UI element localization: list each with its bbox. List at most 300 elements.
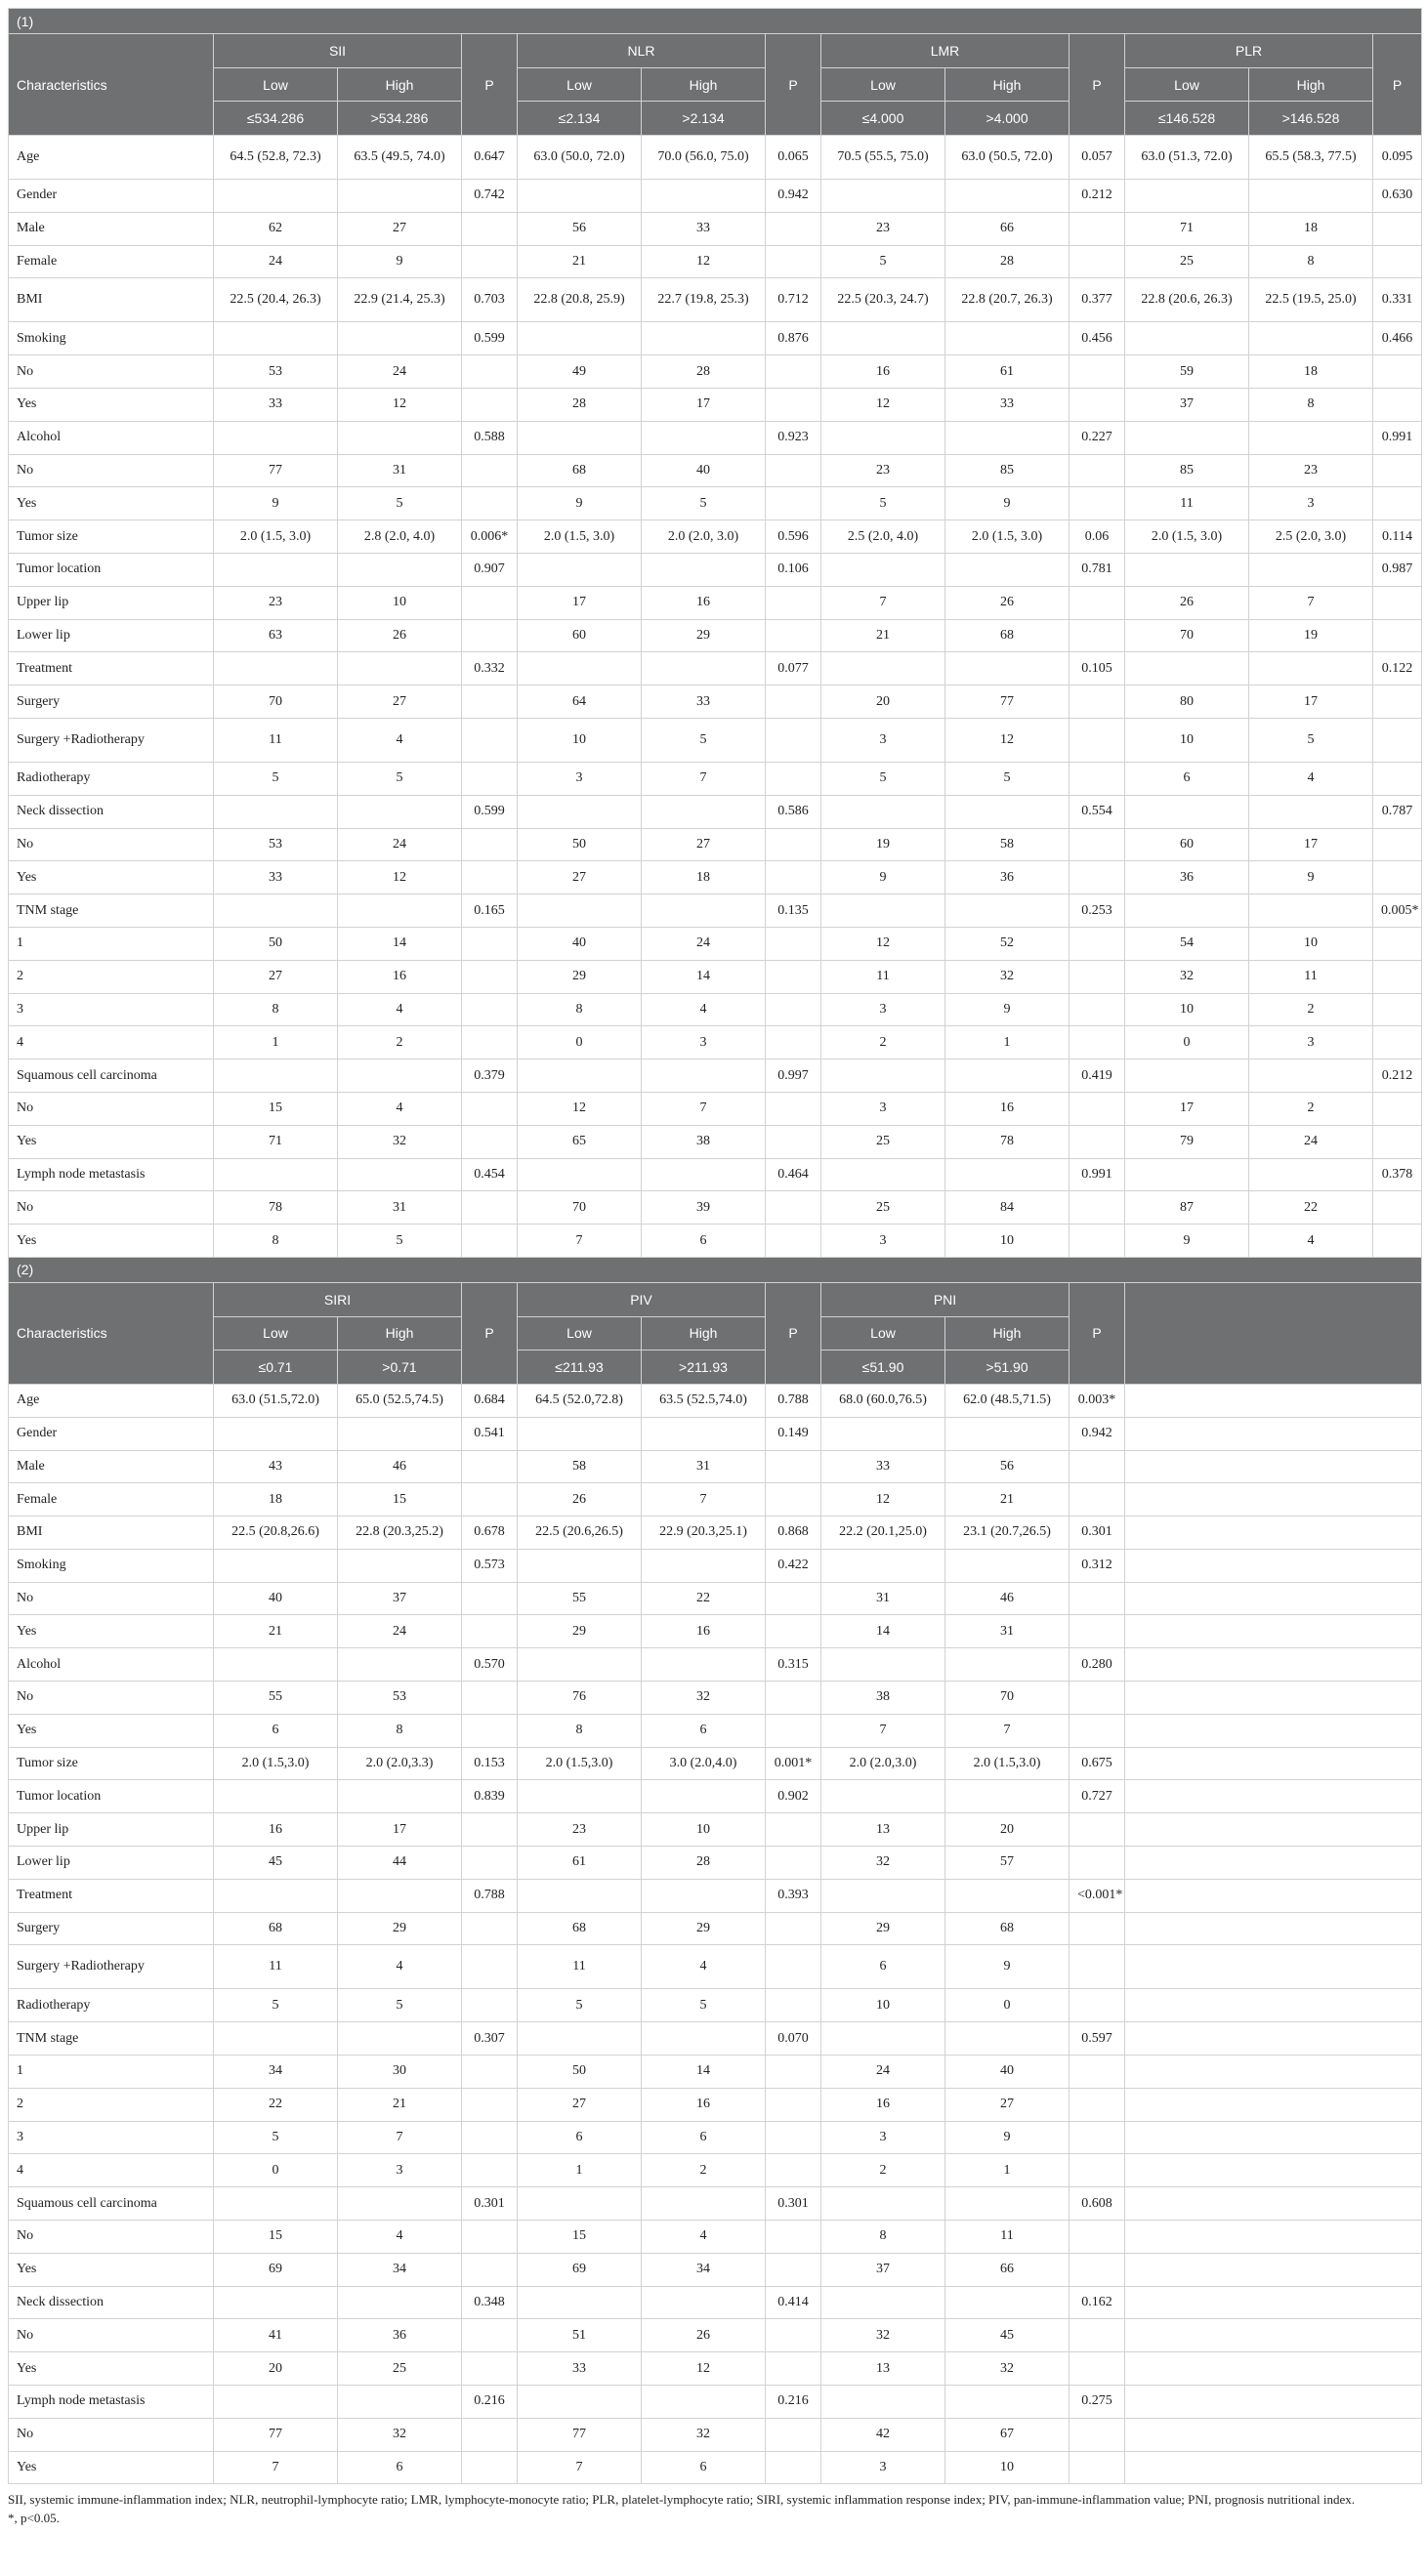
row-label: No xyxy=(9,1092,214,1125)
value-cell: 5 xyxy=(642,718,766,762)
p-value-cell xyxy=(1373,1125,1422,1158)
p-value-cell: 0.212 xyxy=(1070,180,1125,213)
value-cell: 56 xyxy=(945,1450,1070,1483)
value-cell: 7 xyxy=(518,2451,642,2484)
value-cell: 10 xyxy=(338,586,462,619)
p-value-cell: 0.301 xyxy=(766,2187,821,2221)
empty-cell xyxy=(1125,2418,1422,2451)
value-cell: 67 xyxy=(945,2418,1070,2451)
value-cell: 8 xyxy=(338,1714,462,1747)
p-value-cell xyxy=(1373,718,1422,762)
value-cell: 49 xyxy=(518,355,642,389)
table-row xyxy=(9,1191,1422,1225)
p-value-cell: 0.253 xyxy=(1070,894,1125,928)
value-cell xyxy=(518,322,642,355)
table-row xyxy=(9,1648,1422,1682)
value-cell xyxy=(821,894,945,928)
value-cell: 15 xyxy=(214,2221,338,2254)
p-value-cell: 0.987 xyxy=(1373,553,1422,586)
p-value-cell: 0.378 xyxy=(1373,1158,1422,1191)
value-cell xyxy=(1249,553,1373,586)
value-cell: 50 xyxy=(518,828,642,861)
p-value-cell: 0.006* xyxy=(462,520,518,554)
low-header: Low xyxy=(214,1316,338,1350)
value-cell: 40 xyxy=(642,454,766,487)
value-cell: 12 xyxy=(821,927,945,960)
value-cell xyxy=(642,421,766,454)
value-cell xyxy=(518,2386,642,2419)
value-cell xyxy=(821,1417,945,1450)
row-label: Female xyxy=(9,1483,214,1517)
value-cell: 62 xyxy=(214,212,338,245)
value-cell xyxy=(945,894,1070,928)
row-label: Smoking xyxy=(9,1549,214,1582)
table-row xyxy=(9,388,1422,421)
value-cell xyxy=(214,553,338,586)
p-value-cell: 0.216 xyxy=(766,2386,821,2419)
value-cell: 20 xyxy=(821,686,945,719)
p-value-cell xyxy=(766,2056,821,2089)
value-cell xyxy=(642,1549,766,1582)
value-cell xyxy=(338,1879,462,1912)
value-cell xyxy=(945,553,1070,586)
empty-cell xyxy=(1125,2121,1422,2154)
table-row xyxy=(9,718,1422,762)
p-value-cell xyxy=(1070,2121,1125,2154)
table-row xyxy=(9,1092,1422,1125)
value-cell: 45 xyxy=(214,1847,338,1880)
value-cell xyxy=(214,1879,338,1912)
value-cell: 44 xyxy=(338,1847,462,1880)
value-cell: 24 xyxy=(1249,1125,1373,1158)
p-value-cell xyxy=(1070,1912,1125,1945)
table-row xyxy=(9,1026,1422,1059)
value-cell: 2.0 (1.5, 3.0) xyxy=(214,520,338,554)
value-cell: 65 xyxy=(518,1125,642,1158)
value-cell: 28 xyxy=(518,388,642,421)
group-header-lmr: LMR xyxy=(821,34,1070,68)
value-cell xyxy=(642,795,766,828)
value-cell xyxy=(214,2386,338,2419)
table-row xyxy=(9,1682,1422,1715)
p-value-cell xyxy=(766,2121,821,2154)
p-value-cell: 0.675 xyxy=(1070,1747,1125,1780)
row-label: Yes xyxy=(9,2253,214,2286)
value-cell xyxy=(214,1059,338,1093)
table-row xyxy=(9,1989,1422,2022)
value-cell: 42 xyxy=(821,2418,945,2451)
p-value-cell xyxy=(462,762,518,795)
p-value-cell: 0.599 xyxy=(462,322,518,355)
characteristics-header: Characteristics xyxy=(9,34,214,136)
value-cell: 32 xyxy=(945,2352,1070,2386)
low-header: Low xyxy=(821,68,945,102)
value-cell: 4 xyxy=(338,2221,462,2254)
p-value-cell: 0.712 xyxy=(766,278,821,322)
value-cell: 76 xyxy=(518,1682,642,1715)
p-value-cell: 0.422 xyxy=(766,1549,821,1582)
value-cell: 58 xyxy=(945,828,1070,861)
p-value-cell: 0.312 xyxy=(1070,1549,1125,1582)
p-value-cell xyxy=(1070,586,1125,619)
empty-cell xyxy=(1125,1813,1422,1847)
p-value-cell xyxy=(462,1582,518,1615)
p-header: P xyxy=(1070,1282,1125,1384)
value-cell xyxy=(518,1417,642,1450)
row-label: Squamous cell carcinoma xyxy=(9,1059,214,1093)
value-cell xyxy=(1249,322,1373,355)
value-cell: 5 xyxy=(945,762,1070,795)
p-value-cell xyxy=(1070,1125,1125,1158)
value-cell: 37 xyxy=(1125,388,1249,421)
value-cell xyxy=(214,2286,338,2319)
value-cell: 23 xyxy=(821,454,945,487)
value-cell: 2 xyxy=(821,2154,945,2187)
row-label: Yes xyxy=(9,487,214,520)
p-header: P xyxy=(766,1282,821,1384)
value-cell: 6 xyxy=(642,1225,766,1258)
p-value-cell xyxy=(1373,454,1422,487)
value-cell: 12 xyxy=(518,1092,642,1125)
table-row xyxy=(9,1158,1422,1191)
row-label: Yes xyxy=(9,1225,214,1258)
value-cell: 66 xyxy=(945,2253,1070,2286)
value-cell: 7 xyxy=(821,1714,945,1747)
p-value-cell xyxy=(766,1125,821,1158)
value-cell xyxy=(1249,1059,1373,1093)
empty-cell xyxy=(1125,2088,1422,2121)
p-value-cell: 0.781 xyxy=(1070,553,1125,586)
value-cell xyxy=(214,421,338,454)
p-value-cell xyxy=(766,861,821,894)
row-label: Alcohol xyxy=(9,421,214,454)
value-cell xyxy=(642,1059,766,1093)
row-label: Yes xyxy=(9,2352,214,2386)
value-cell: 12 xyxy=(642,245,766,278)
value-cell xyxy=(642,652,766,686)
value-cell: 21 xyxy=(945,1483,1070,1517)
value-cell xyxy=(1125,421,1249,454)
value-cell: 21 xyxy=(338,2088,462,2121)
table-row xyxy=(9,355,1422,389)
p-value-cell xyxy=(766,355,821,389)
value-cell: 23 xyxy=(1249,454,1373,487)
value-cell: 79 xyxy=(1125,1125,1249,1158)
value-cell: 22.9 (21.4, 25.3) xyxy=(338,278,462,322)
p-value-cell: 0.466 xyxy=(1373,322,1422,355)
value-cell: 3.0 (2.0,4.0) xyxy=(642,1747,766,1780)
value-cell: 80 xyxy=(1125,686,1249,719)
value-cell: 7 xyxy=(214,2451,338,2484)
document-page xyxy=(8,8,1421,2527)
p-value-cell xyxy=(1373,1092,1422,1125)
value-cell: 53 xyxy=(214,828,338,861)
value-cell: 5 xyxy=(821,762,945,795)
value-cell: 22.5 (20.8,26.6) xyxy=(214,1517,338,1550)
value-cell: 70.0 (56.0, 75.0) xyxy=(642,136,766,180)
table-row xyxy=(9,1747,1422,1780)
value-cell: 64.5 (52.0,72.8) xyxy=(518,1384,642,1417)
value-cell: 63.0 (50.5, 72.0) xyxy=(945,136,1070,180)
row-label: Neck dissection xyxy=(9,2286,214,2319)
value-cell: 2.0 (2.0,3.3) xyxy=(338,1747,462,1780)
row-label: Female xyxy=(9,245,214,278)
value-cell: 37 xyxy=(338,1582,462,1615)
value-cell: 27 xyxy=(518,2088,642,2121)
row-label: Radiotherapy xyxy=(9,762,214,795)
empty-cell xyxy=(1125,1417,1422,1450)
value-cell: 34 xyxy=(214,2056,338,2089)
p-value-cell xyxy=(1373,927,1422,960)
p-value-cell: 0.876 xyxy=(766,322,821,355)
value-cell: 21 xyxy=(821,619,945,652)
p-value-cell: 0.06 xyxy=(1070,520,1125,554)
empty-cell xyxy=(1125,2386,1422,2419)
table-row xyxy=(9,1780,1422,1813)
value-cell: 63.5 (52.5,74.0) xyxy=(642,1384,766,1417)
value-cell: 32 xyxy=(945,960,1070,993)
value-cell: 63.0 (50.0, 72.0) xyxy=(518,136,642,180)
value-cell: 12 xyxy=(821,1483,945,1517)
table-row xyxy=(9,1549,1422,1582)
value-cell: 33 xyxy=(214,861,338,894)
p-value-cell xyxy=(1070,1682,1125,1715)
value-cell xyxy=(642,1158,766,1191)
p-value-cell: 0.001* xyxy=(766,1747,821,1780)
value-cell: 32 xyxy=(1125,960,1249,993)
value-cell: 0 xyxy=(1125,1026,1249,1059)
value-cell: 2.0 (1.5,3.0) xyxy=(214,1747,338,1780)
value-cell: 55 xyxy=(518,1582,642,1615)
value-cell: 23.1 (20.7,26.5) xyxy=(945,1517,1070,1550)
value-cell: 29 xyxy=(642,1912,766,1945)
value-cell: 40 xyxy=(214,1582,338,1615)
value-cell: 29 xyxy=(518,960,642,993)
value-cell: 64.5 (52.8, 72.3) xyxy=(214,136,338,180)
group-header-nlr: NLR xyxy=(518,34,766,68)
empty-cell xyxy=(1125,2187,1422,2221)
value-cell: 61 xyxy=(518,1847,642,1880)
low-cutoff: ≤534.286 xyxy=(214,102,338,136)
p-value-cell xyxy=(766,927,821,960)
value-cell: 68 xyxy=(945,619,1070,652)
table-row xyxy=(9,278,1422,322)
value-cell: 65.5 (58.3, 77.5) xyxy=(1249,136,1373,180)
table-row xyxy=(9,1517,1422,1550)
row-label: No xyxy=(9,1682,214,1715)
value-cell: 5 xyxy=(338,487,462,520)
value-cell: 77 xyxy=(518,2418,642,2451)
p-value-cell xyxy=(462,487,518,520)
p-value-cell xyxy=(1070,212,1125,245)
row-label: Yes xyxy=(9,388,214,421)
p-value-cell: 0.216 xyxy=(462,2386,518,2419)
p-value-cell xyxy=(462,2121,518,2154)
p-value-cell: 0.839 xyxy=(462,1780,518,1813)
significance-note: *, p<0.05. xyxy=(8,2511,60,2526)
p-value-cell xyxy=(462,1945,518,1989)
value-cell: 39 xyxy=(642,1191,766,1225)
value-cell xyxy=(945,2286,1070,2319)
p-value-cell: 0.106 xyxy=(766,553,821,586)
table-row xyxy=(9,795,1422,828)
value-cell: 43 xyxy=(214,1450,338,1483)
value-cell: 25 xyxy=(821,1191,945,1225)
low-cutoff: ≤211.93 xyxy=(518,1350,642,1384)
table-row xyxy=(9,2386,1422,2419)
p-value-cell xyxy=(462,1092,518,1125)
p-value-cell xyxy=(1373,619,1422,652)
p-value-cell xyxy=(462,586,518,619)
p-value-cell xyxy=(766,2319,821,2352)
p-value-cell: 0.630 xyxy=(1373,180,1422,213)
row-label: 4 xyxy=(9,1026,214,1059)
p-value-cell xyxy=(462,1912,518,1945)
table-row xyxy=(9,1813,1422,1847)
p-value-cell xyxy=(462,2418,518,2451)
p-header: P xyxy=(1373,34,1422,136)
p-value-cell xyxy=(1070,454,1125,487)
value-cell: 40 xyxy=(518,927,642,960)
value-cell: 13 xyxy=(821,1813,945,1847)
value-cell: 17 xyxy=(1249,686,1373,719)
value-cell: 28 xyxy=(642,1847,766,1880)
value-cell xyxy=(518,421,642,454)
value-cell: 2.5 (2.0, 4.0) xyxy=(821,520,945,554)
value-cell: 10 xyxy=(642,1813,766,1847)
p-value-cell xyxy=(1070,718,1125,762)
value-cell xyxy=(945,1059,1070,1093)
value-cell xyxy=(821,795,945,828)
p-value-cell: 0.586 xyxy=(766,795,821,828)
row-label: Alcohol xyxy=(9,1648,214,1682)
row-label: Male xyxy=(9,1450,214,1483)
empty-cell xyxy=(1125,1747,1422,1780)
value-cell: 46 xyxy=(338,1450,462,1483)
value-cell: 68 xyxy=(214,1912,338,1945)
p-value-cell xyxy=(462,454,518,487)
value-cell: 5 xyxy=(338,762,462,795)
row-label: Radiotherapy xyxy=(9,1989,214,2022)
value-cell: 7 xyxy=(518,1225,642,1258)
value-cell: 33 xyxy=(214,388,338,421)
value-cell: 26 xyxy=(338,619,462,652)
value-cell: 50 xyxy=(518,2056,642,2089)
p-value-cell xyxy=(1070,828,1125,861)
value-cell xyxy=(214,1417,338,1450)
row-label: Upper lip xyxy=(9,1813,214,1847)
table-row xyxy=(9,2121,1422,2154)
table-row xyxy=(9,212,1422,245)
row-label: Lower lip xyxy=(9,619,214,652)
high-cutoff: >211.93 xyxy=(642,1350,766,1384)
empty-cell xyxy=(1125,1517,1422,1550)
value-cell xyxy=(1249,180,1373,213)
table-row xyxy=(9,828,1422,861)
value-cell xyxy=(338,652,462,686)
value-cell: 31 xyxy=(821,1582,945,1615)
empty-cell xyxy=(1125,1879,1422,1912)
p-value-cell xyxy=(462,960,518,993)
value-cell: 10 xyxy=(945,1225,1070,1258)
row-label: Tumor location xyxy=(9,1780,214,1813)
value-cell: 2.8 (2.0, 4.0) xyxy=(338,520,462,554)
value-cell: 5 xyxy=(1249,718,1373,762)
row-label: 2 xyxy=(9,2088,214,2121)
empty-cell xyxy=(1125,1384,1422,1417)
p-value-cell xyxy=(766,245,821,278)
value-cell: 29 xyxy=(642,619,766,652)
value-cell: 22.8 (20.8, 25.9) xyxy=(518,278,642,322)
value-cell xyxy=(338,180,462,213)
p-value-cell xyxy=(1070,1483,1125,1517)
p-value-cell xyxy=(1373,586,1422,619)
value-cell: 65.0 (52.5,74.5) xyxy=(338,1384,462,1417)
value-cell xyxy=(518,2187,642,2221)
p-value-cell xyxy=(1373,1225,1422,1258)
high-cutoff: >0.71 xyxy=(338,1350,462,1384)
value-cell: 9 xyxy=(338,245,462,278)
part2-body xyxy=(9,1384,1422,2484)
value-cell: 38 xyxy=(821,1682,945,1715)
low-header: Low xyxy=(1125,68,1249,102)
value-cell xyxy=(338,2022,462,2056)
value-cell xyxy=(945,2187,1070,2221)
low-header: Low xyxy=(821,1316,945,1350)
value-cell xyxy=(1125,180,1249,213)
p-value-cell xyxy=(462,1483,518,1517)
value-cell xyxy=(1125,322,1249,355)
value-cell xyxy=(945,1648,1070,1682)
value-cell: 27 xyxy=(642,828,766,861)
value-cell: 4 xyxy=(1249,762,1373,795)
value-cell: 77 xyxy=(214,454,338,487)
p-value-cell: 0.419 xyxy=(1070,1059,1125,1093)
value-cell: 4 xyxy=(642,1945,766,1989)
value-cell: 1 xyxy=(945,1026,1070,1059)
p-value-cell xyxy=(462,2319,518,2352)
value-cell: 8 xyxy=(214,993,338,1026)
value-cell: 6 xyxy=(642,2121,766,2154)
value-cell: 9 xyxy=(821,861,945,894)
p-value-cell xyxy=(766,2088,821,2121)
value-cell: 11 xyxy=(945,2221,1070,2254)
value-cell: 5 xyxy=(214,2121,338,2154)
p-value-cell: 0.315 xyxy=(766,1648,821,1682)
value-cell xyxy=(1249,1158,1373,1191)
p-value-cell xyxy=(1373,1026,1422,1059)
value-cell: 36 xyxy=(945,861,1070,894)
value-cell: 8 xyxy=(518,993,642,1026)
value-cell xyxy=(945,1549,1070,1582)
empty-cell xyxy=(1125,2451,1422,2484)
value-cell: 56 xyxy=(518,212,642,245)
p-value-cell xyxy=(1070,1092,1125,1125)
p-value-cell: 0.727 xyxy=(1070,1780,1125,1813)
empty-cell xyxy=(1125,1615,1422,1648)
p-value-cell xyxy=(766,1813,821,1847)
value-cell: 9 xyxy=(945,993,1070,1026)
value-cell: 5 xyxy=(642,1989,766,2022)
empty-cell xyxy=(1125,2253,1422,2286)
p-value-cell xyxy=(1373,212,1422,245)
row-label: Squamous cell carcinoma xyxy=(9,2187,214,2221)
value-cell: 71 xyxy=(1125,212,1249,245)
value-cell: 22 xyxy=(1249,1191,1373,1225)
value-cell: 11 xyxy=(214,1945,338,1989)
p-value-cell xyxy=(766,1582,821,1615)
p-header: P xyxy=(462,1282,518,1384)
